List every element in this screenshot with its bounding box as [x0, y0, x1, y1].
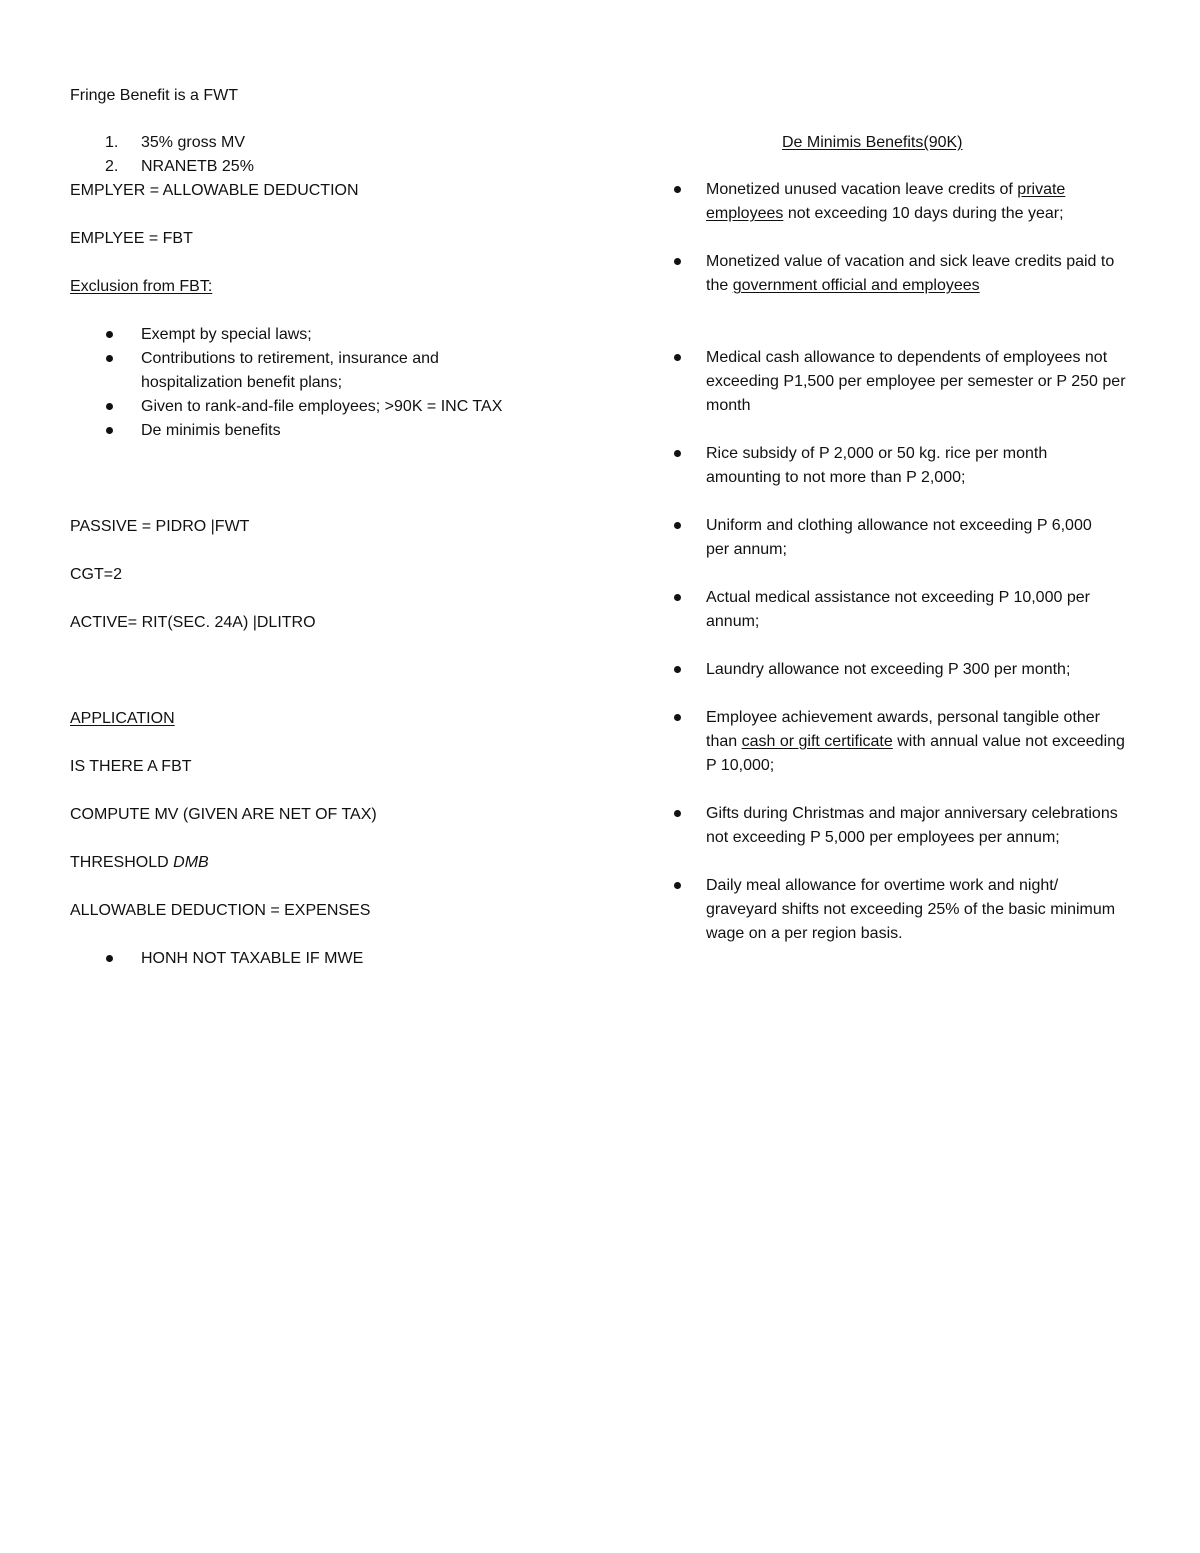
- bullet-icon: [674, 450, 681, 457]
- fringe-benefit-title: Fringe Benefit is a FWT: [70, 87, 239, 104]
- list-item: Rice subsidy of P 2,000 or 50 kg. rice per month amounting to not more than P 2,000;: [670, 442, 1106, 490]
- application-heading: APPLICATION: [70, 710, 175, 727]
- bullet-icon: [674, 354, 681, 361]
- bullet-icon: [674, 522, 681, 529]
- list-item: HONH NOT TAXABLE IF MWE: [70, 947, 610, 971]
- list-item: Employee achievement awards, personal tangible other than cash or gift certificate with annual value not exceeding P 10,000;: [670, 706, 1126, 778]
- cgt-line: CGT=2: [70, 566, 123, 583]
- is-there-fbt: IS THERE A FBT: [70, 758, 192, 775]
- employer-line: EMPLYER = ALLOWABLE DEDUCTION: [70, 182, 359, 199]
- list-item: Gifts during Christmas and major anniversary celebrations not exceeding P 5,000 per employees per annum;: [670, 802, 1126, 850]
- bullet-icon: [674, 594, 681, 601]
- exclusion-list: [70, 323, 610, 443]
- compute-mv: COMPUTE MV (GIVEN ARE NET OF TAX): [70, 806, 377, 823]
- bullet-icon: [674, 666, 681, 673]
- bullet-icon: [674, 186, 681, 193]
- list-item: Monetized value of vacation and sick leave credits paid to the government official and employees: [670, 250, 1116, 298]
- rate-list: [70, 131, 610, 179]
- threshold-line: THRESHOLD DMB: [70, 854, 209, 871]
- de-minimis-list: [670, 178, 1140, 946]
- rate-number: 2.: [105, 158, 119, 175]
- list-item: Actual medical assistance not exceeding P 10,000 per annum;: [670, 586, 1146, 634]
- rate-item: [70, 155, 610, 179]
- exclusion-heading: Exclusion from FBT:: [70, 278, 213, 295]
- bullet-icon: [106, 403, 113, 410]
- list-item: Contributions to retirement, insurance and hospitalization benefit plans;: [70, 347, 491, 395]
- list-item: Daily meal allowance for overtime work and night/ graveyard shifts not exceeding 25% of the basic minimum wage on a per region basis.: [670, 874, 1126, 946]
- de-minimis-title: De Minimis Benefits(90K): [782, 134, 963, 151]
- bullet-icon: [106, 427, 113, 434]
- rate-number: 1.: [105, 134, 119, 151]
- list-item: Laundry allowance not exceeding P 300 per month;: [670, 658, 1146, 682]
- employee-line: EMPLYEE = FBT: [70, 230, 193, 247]
- bullet-icon: [674, 258, 681, 265]
- threshold-value: DMB: [173, 854, 209, 871]
- bullet-icon: [674, 810, 681, 817]
- left-column: [70, 84, 610, 971]
- bullet-icon: [106, 355, 113, 362]
- list-item: Uniform and clothing allowance not exceeding P 6,000 per annum;: [670, 514, 1106, 562]
- rate-item: [70, 131, 610, 155]
- bullet-icon: [106, 955, 113, 962]
- list-item: Monetized unused vacation leave credits of private employees not exceeding 10 days during the year;: [670, 178, 1106, 226]
- rate-text: NRANETB 25%: [141, 158, 254, 175]
- rate-text: 35% gross MV: [141, 134, 246, 151]
- bullet-icon: [674, 714, 681, 721]
- list-item: De minimis benefits: [70, 419, 610, 443]
- honh-list: [70, 947, 610, 971]
- bullet-icon: [674, 882, 681, 889]
- allowable-deduction: ALLOWABLE DEDUCTION = EXPENSES: [70, 902, 371, 919]
- list-item: Given to rank-and-file employees; >90K = INC TAX: [70, 395, 610, 419]
- list-item: Exempt by special laws;: [70, 323, 610, 347]
- list-item: Medical cash allowance to dependents of employees not exceeding P1,500 per employee per semester or P 250 per month: [670, 346, 1136, 418]
- bullet-icon: [106, 331, 113, 338]
- active-line: ACTIVE= RIT(SEC. 24A) |DLITRO: [70, 614, 316, 631]
- passive-line: PASSIVE = PIDRO |FWT: [70, 518, 250, 535]
